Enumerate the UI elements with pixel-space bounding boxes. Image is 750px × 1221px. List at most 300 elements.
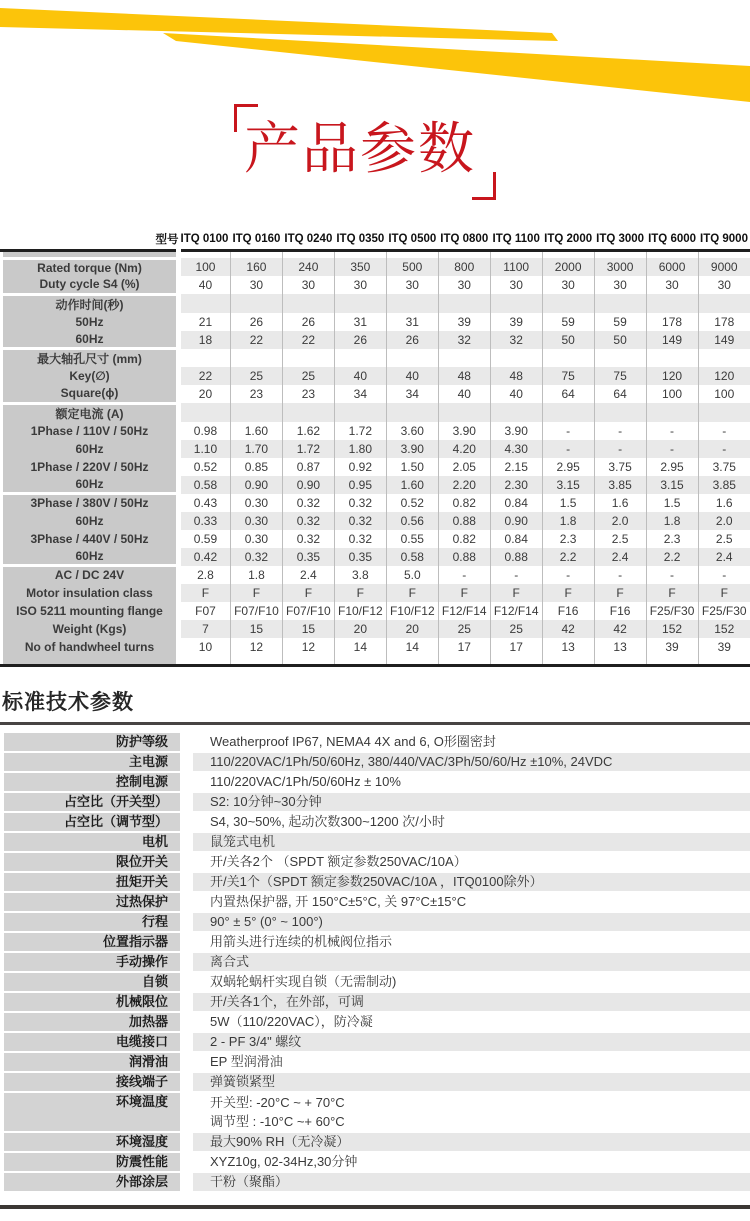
spec-row: [2, 494, 750, 512]
param-label: 占空比（开关型）: [4, 793, 180, 811]
spec-cell: 1.6: [594, 494, 646, 512]
spec-cell: [542, 403, 594, 422]
spec-cell: 178: [646, 313, 698, 331]
param-row: [4, 873, 750, 891]
spec-cell: 2.15: [490, 458, 542, 476]
spec-cell: 0.32: [282, 530, 334, 548]
spec-row: [2, 602, 750, 620]
spec-cell: [438, 349, 490, 368]
spec-cell: 30: [542, 276, 594, 294]
spec-row-label: 60Hz: [2, 548, 179, 566]
spec-cell: 3.15: [646, 476, 698, 494]
spec-row-label: 60Hz: [2, 476, 179, 494]
spec-cell: 75: [542, 367, 594, 385]
spec-cell: 4.20: [438, 440, 490, 458]
spec-row: [2, 566, 750, 584]
spec-row: [2, 620, 750, 638]
param-label: 自锁: [4, 973, 180, 991]
spec-cell: 800: [438, 258, 490, 276]
spec-row: [2, 276, 750, 294]
spec-cell: F12/F14: [490, 602, 542, 620]
param-value: 弹簧锁紧型: [193, 1073, 750, 1091]
param-row: [4, 733, 750, 751]
spec-cell: -: [646, 440, 698, 458]
spec-cell: 59: [542, 313, 594, 331]
spacer-cell: [594, 250, 646, 258]
spec-cell: [490, 294, 542, 313]
spec-cell: 7: [179, 620, 231, 638]
spec-cell: 1.60: [230, 422, 282, 440]
param-row: [4, 953, 750, 971]
spec-cell: 64: [542, 385, 594, 403]
param-row: [4, 1173, 750, 1191]
spec-cell: -: [698, 440, 750, 458]
param-label: 行程: [4, 913, 180, 931]
spec-cell: 0.88: [490, 548, 542, 566]
spacer-cell: [282, 656, 334, 664]
spec-cell: 42: [542, 620, 594, 638]
spec-cell: 0.58: [386, 548, 438, 566]
spec-cell: 48: [490, 367, 542, 385]
model-header: ITQ 6000: [646, 230, 698, 250]
spec-row: [2, 548, 750, 566]
spec-cell: 178: [698, 313, 750, 331]
spec-cell: 0.84: [490, 494, 542, 512]
spec-row-label: Weight (Kgs): [2, 620, 179, 638]
spec-cell: 2.0: [594, 512, 646, 530]
model-header-row: [2, 230, 750, 250]
param-row: [4, 853, 750, 871]
spec-row: [2, 294, 750, 313]
spec-cell: [282, 294, 334, 313]
spec-cell: 12: [230, 638, 282, 656]
spec-cell: [698, 349, 750, 368]
spec-cell: 30: [386, 276, 438, 294]
spec-cell: 120: [646, 367, 698, 385]
param-value: 开/关各2个 （SPDT 额定参数250VAC/10A）: [210, 853, 467, 869]
spec-cell: 25: [438, 620, 490, 638]
spec-cell: 2.4: [698, 548, 750, 566]
spec-cell: 0.35: [282, 548, 334, 566]
spec-cell: F25/F30: [698, 602, 750, 620]
param-value: S4, 30~50%, 起动次数300~1200 次/小时: [210, 813, 445, 829]
param-label: 机械限位: [4, 993, 180, 1011]
spec-cell: -: [646, 422, 698, 440]
param-label: 环境湿度: [4, 1133, 180, 1151]
spec-cell: 30: [438, 276, 490, 294]
spec-cell: 23: [282, 385, 334, 403]
spec-cell: 26: [230, 313, 282, 331]
spec-cell: 1.5: [542, 494, 594, 512]
param-row: [4, 753, 750, 771]
model-header: ITQ 9000: [698, 230, 750, 250]
spec-cell: 17: [438, 638, 490, 656]
param-label: 电缆接口: [4, 1033, 180, 1051]
spacer-row: [2, 250, 750, 258]
spec-table: [0, 230, 750, 664]
spec-cell: 22: [230, 331, 282, 349]
spec-cell: 40: [198, 278, 213, 292]
param-row: [4, 893, 750, 911]
spacer-cell: [698, 250, 750, 258]
param-label: 润滑油: [4, 1053, 180, 1071]
spec-cell: 0.30: [230, 530, 282, 548]
param-row: [4, 1033, 750, 1051]
spec-cell: -: [542, 566, 594, 584]
param-value: 开/关1个（SPDT 额定参数250VAC/10A ，ITQ0100除外）: [193, 873, 750, 891]
spec-cell: [438, 294, 490, 313]
spec-cell: [490, 349, 542, 368]
spec-cell: [334, 349, 386, 368]
spec-cell: 4.30: [490, 440, 542, 458]
spec-cell: 0.55: [386, 530, 438, 548]
param-label: 电机: [4, 833, 180, 851]
spec-row-label: Square(ɸ): [2, 385, 179, 403]
spec-cell: [646, 403, 698, 422]
spec-cell: 40: [386, 367, 438, 385]
spec-cell: [230, 294, 282, 313]
param-value: 干粉（聚酯）: [193, 1173, 750, 1191]
spec-cell: 152: [698, 620, 750, 638]
spec-cell: -: [438, 566, 490, 584]
spec-cell: 25: [230, 367, 282, 385]
spec-cell: 18: [179, 331, 231, 349]
spec-cell: [490, 403, 542, 422]
spec-cell: F: [230, 584, 282, 602]
spec-cell: 2.0: [698, 512, 750, 530]
section-title-rule: [0, 722, 750, 725]
param-value-line: 开关型: -20°C ~ + 70°C: [210, 1094, 345, 1110]
spec-cell: 22: [179, 367, 231, 385]
spec-cell: 2.30: [490, 476, 542, 494]
model-header: ITQ 2000: [542, 230, 594, 250]
spacer-cell: [594, 656, 646, 664]
spec-cell: 2000: [542, 258, 594, 276]
spec-cell: 0.88: [438, 548, 490, 566]
spec-cell: 21: [198, 314, 213, 329]
model-header: ITQ 0500: [386, 230, 438, 250]
spec-row-label: 60Hz: [2, 512, 179, 530]
spec-cell: F: [438, 584, 490, 602]
param-label: 限位开关: [4, 853, 180, 871]
spec-cell: 39: [490, 313, 542, 331]
spec-cell: 500: [386, 258, 438, 276]
spec-row-label: 50Hz: [2, 313, 179, 331]
param-label: 主电源: [4, 753, 180, 771]
spec-cell: 1.8: [542, 512, 594, 530]
spec-cell: [594, 403, 646, 422]
param-value: 鼠笼式电机: [193, 833, 750, 851]
spec-cell: 14: [386, 638, 438, 656]
model-header: ITQ 1100: [490, 230, 542, 250]
spec-cell: 30: [230, 276, 282, 294]
spec-row: [2, 367, 750, 385]
spec-cell: 100: [698, 385, 750, 403]
spec-cell: -: [594, 440, 646, 458]
spec-cell: 0.30: [230, 494, 282, 512]
param-label: 过热保护: [4, 893, 180, 911]
param-row: [4, 1093, 750, 1131]
spec-cell: -: [646, 566, 698, 584]
spec-cell: 2.95: [646, 458, 698, 476]
spec-row: [2, 476, 750, 494]
spec-cell: 20: [198, 387, 213, 401]
spec-cell: F16: [542, 602, 594, 620]
spec-cell: 39: [646, 638, 698, 656]
spec-cell: [542, 294, 594, 313]
model-header: ITQ 0100: [179, 230, 231, 250]
spec-cell: F07/F10: [230, 602, 282, 620]
spec-cell: 14: [334, 638, 386, 656]
spec-cell: 9000: [698, 258, 750, 276]
spacer-cell: [282, 250, 334, 258]
spec-cell: 3.90: [490, 422, 542, 440]
spec-cell: 0.42: [179, 548, 231, 566]
spec-cell: 2.4: [282, 566, 334, 584]
model-header-label: 型号: [2, 230, 179, 250]
spec-cell: 100: [179, 258, 231, 276]
model-header: ITQ 3000: [594, 230, 646, 250]
spec-cell: [698, 294, 750, 313]
spec-cell: 1100: [490, 258, 542, 276]
spec-row-label: No of handwheel turns: [2, 638, 179, 656]
spec-cell: F07: [195, 603, 216, 618]
spec-cell: 30: [334, 276, 386, 294]
spec-cell: 0.32: [230, 548, 282, 566]
spec-row: [2, 440, 750, 458]
param-row: [4, 833, 750, 851]
spec-cell: 0.32: [334, 512, 386, 530]
param-value: 110/220VAC/1Ph/50/60Hz ± 10%: [210, 773, 401, 789]
param-value: 110/220VAC/1Ph/50/60Hz, 380/440/VAC/3Ph/50/60/Hz ±10%, 24VDC: [193, 753, 750, 771]
title-block: [234, 104, 496, 200]
spec-cell: [386, 403, 438, 422]
spec-cell: 0.59: [193, 531, 218, 546]
spec-cell: 1.50: [386, 458, 438, 476]
spec-cell: 3.60: [386, 422, 438, 440]
spec-cell: [698, 403, 750, 422]
spec-cell: 350: [334, 258, 386, 276]
spec-cell: 0.52: [386, 494, 438, 512]
spec-cell: 152: [646, 620, 698, 638]
spec-cell: -: [698, 566, 750, 584]
spec-row-label: 3Phase / 380V / 50Hz: [2, 494, 179, 512]
spec-row-label: Rated torque (Nm): [2, 258, 179, 276]
spec-cell: F: [386, 584, 438, 602]
spec-cell: F: [698, 584, 750, 602]
spec-row: [2, 385, 750, 403]
spec-cell: 48: [438, 367, 490, 385]
param-row: [4, 1073, 750, 1091]
param-row: [4, 1133, 750, 1151]
spec-cell: 3.85: [594, 476, 646, 494]
spacer-cell: [179, 656, 231, 664]
spec-cell: 3.75: [594, 458, 646, 476]
spec-cell: 1.6: [698, 494, 750, 512]
param-label: 扭矩开关: [4, 873, 180, 891]
spec-cell: 2.4: [594, 548, 646, 566]
spec-cell: 0.32: [334, 530, 386, 548]
spec-cell: 3.75: [698, 458, 750, 476]
spec-cell: [179, 294, 231, 313]
spec-cell: -: [594, 422, 646, 440]
spec-cell: 34: [386, 385, 438, 403]
spec-cell: 0.90: [490, 512, 542, 530]
spec-cell: 15: [282, 620, 334, 638]
param-row: [4, 993, 750, 1011]
spec-cell: 0.32: [334, 494, 386, 512]
spacer-cell: [490, 250, 542, 258]
spec-row-label: AC / DC 24V: [2, 566, 179, 584]
spec-cell: -: [542, 440, 594, 458]
spec-cell: 2.05: [438, 458, 490, 476]
spec-cell: 0.84: [490, 530, 542, 548]
spec-cell: [646, 294, 698, 313]
spec-cell: 31: [386, 313, 438, 331]
param-label: 占空比（调节型）: [4, 813, 180, 831]
spec-cell: 1.80: [334, 440, 386, 458]
spec-row-label: 1Phase / 110V / 50Hz: [2, 422, 179, 440]
spec-cell: 32: [490, 331, 542, 349]
param-value-line: 调节型 : -10°C ~+ 60°C: [210, 1113, 345, 1129]
spec-cell: 0.33: [179, 512, 231, 530]
spec-cell: F: [334, 584, 386, 602]
spec-row-label: 60Hz: [2, 331, 179, 349]
spec-cell: 3.90: [438, 422, 490, 440]
spec-cell: 149: [646, 331, 698, 349]
param-value: EP 型润滑油: [210, 1053, 283, 1069]
param-label: 加热器: [4, 1013, 180, 1031]
spec-cell: 39: [438, 313, 490, 331]
spec-cell: [334, 403, 386, 422]
spacer-cell: [438, 250, 490, 258]
param-value: [193, 1093, 750, 1131]
spec-cell: [542, 349, 594, 368]
spec-row: [2, 512, 750, 530]
param-row: [4, 933, 750, 951]
spec-cell: 120: [698, 367, 750, 385]
spec-cell: 6000: [646, 258, 698, 276]
spec-cell: 160: [230, 258, 282, 276]
spec-cell: [386, 294, 438, 313]
spec-cell: 10: [198, 639, 213, 654]
spec-row-label: 动作时间(秒): [2, 294, 179, 313]
spec-row-label: ISO 5211 mounting flange: [2, 602, 179, 620]
spec-cell: F: [282, 584, 334, 602]
param-label: 外部涂层: [4, 1173, 180, 1191]
spec-row: [2, 530, 750, 548]
spec-cell: 0.87: [282, 458, 334, 476]
spec-cell: 39: [698, 638, 750, 656]
param-label: 手动操作: [4, 953, 180, 971]
spec-cell: 3.90: [386, 440, 438, 458]
spec-cell: 40: [438, 385, 490, 403]
param-value: 双蜗轮蜗杆实现自锁（无需制动): [210, 973, 397, 989]
spec-cell: 64: [594, 385, 646, 403]
spec-cell: -: [542, 422, 594, 440]
spec-cell: 59: [594, 313, 646, 331]
param-value: 离合式: [193, 953, 750, 971]
spacer-cell: [386, 250, 438, 258]
spec-cell: [179, 403, 231, 422]
spec-cell: 2.5: [594, 530, 646, 548]
spec-cell: 0.58: [179, 476, 231, 494]
spec-row: [2, 331, 750, 349]
spec-row-label: Motor insulation class: [2, 584, 179, 602]
spec-cell: 25: [282, 367, 334, 385]
spec-cell: 30: [282, 276, 334, 294]
spec-cell: 0.90: [282, 476, 334, 494]
spec-cell: -: [594, 566, 646, 584]
param-row: [4, 1153, 750, 1171]
spacer-label-cell: [2, 656, 179, 664]
section-title: 标准技术参数: [2, 690, 134, 714]
param-label: 控制电源: [4, 773, 180, 791]
spec-cell: [646, 349, 698, 368]
spec-cell: 22: [282, 331, 334, 349]
spec-cell: 17: [490, 638, 542, 656]
spec-cell: [386, 349, 438, 368]
spec-cell: -: [490, 566, 542, 584]
spec-cell: 2.5: [698, 530, 750, 548]
spec-row-label: 3Phase / 440V / 50Hz: [2, 530, 179, 548]
param-label: 接线端子: [4, 1073, 180, 1091]
spacer-cell: [334, 250, 386, 258]
param-value: 用箭头进行连续的机械阀位指示: [210, 933, 393, 949]
spec-cell: F07/F10: [282, 602, 334, 620]
spacer-cell: [230, 250, 282, 258]
param-row: [4, 793, 750, 811]
param-label: 位置指示器: [4, 933, 180, 951]
spec-cell: 0.52: [193, 459, 218, 474]
spec-cell: 5.0: [386, 566, 438, 584]
spec-cell: F: [646, 584, 698, 602]
spec-cell: 0.43: [193, 495, 218, 510]
spec-cell: 13: [542, 638, 594, 656]
title-bracket-bottom-right-icon: [472, 172, 496, 200]
spec-cell: 100: [646, 385, 698, 403]
spec-cell: 2.2: [542, 548, 594, 566]
spacer-cell: [646, 250, 698, 258]
spec-cell: 0.85: [230, 458, 282, 476]
spec-cell: F: [542, 584, 594, 602]
model-header: ITQ 0160: [230, 230, 282, 250]
spec-cell: 0.56: [386, 512, 438, 530]
spec-cell: 3000: [594, 258, 646, 276]
param-row: [4, 1053, 750, 1071]
spec-row-label: 最大轴孔尺寸 (mm): [2, 349, 179, 368]
param-value: 5W（110/220VAC），防冷凝: [210, 1013, 373, 1029]
spec-row: [2, 422, 750, 440]
spec-row: [2, 638, 750, 656]
spec-cell: 1.10: [179, 440, 231, 458]
param-value: Weatherproof IP67, NEMA4 4X and 6, O形圈密封: [210, 733, 496, 749]
spec-cell: 50: [542, 331, 594, 349]
spec-cell: 50: [594, 331, 646, 349]
spec-row: [2, 313, 750, 331]
spec-cell: 13: [594, 638, 646, 656]
spec-cell: [594, 294, 646, 313]
param-value: 最大90% RH（无冷凝）: [193, 1133, 750, 1151]
spec-row: [2, 349, 750, 368]
param-label: 环境温度: [4, 1093, 180, 1131]
spacer-cell: [334, 656, 386, 664]
spec-cell: 1.62: [282, 422, 334, 440]
spacer-cell: [542, 656, 594, 664]
spec-cell: [230, 403, 282, 422]
param-label: 防震性能: [4, 1153, 180, 1171]
page-title: 产品参数: [244, 117, 476, 180]
